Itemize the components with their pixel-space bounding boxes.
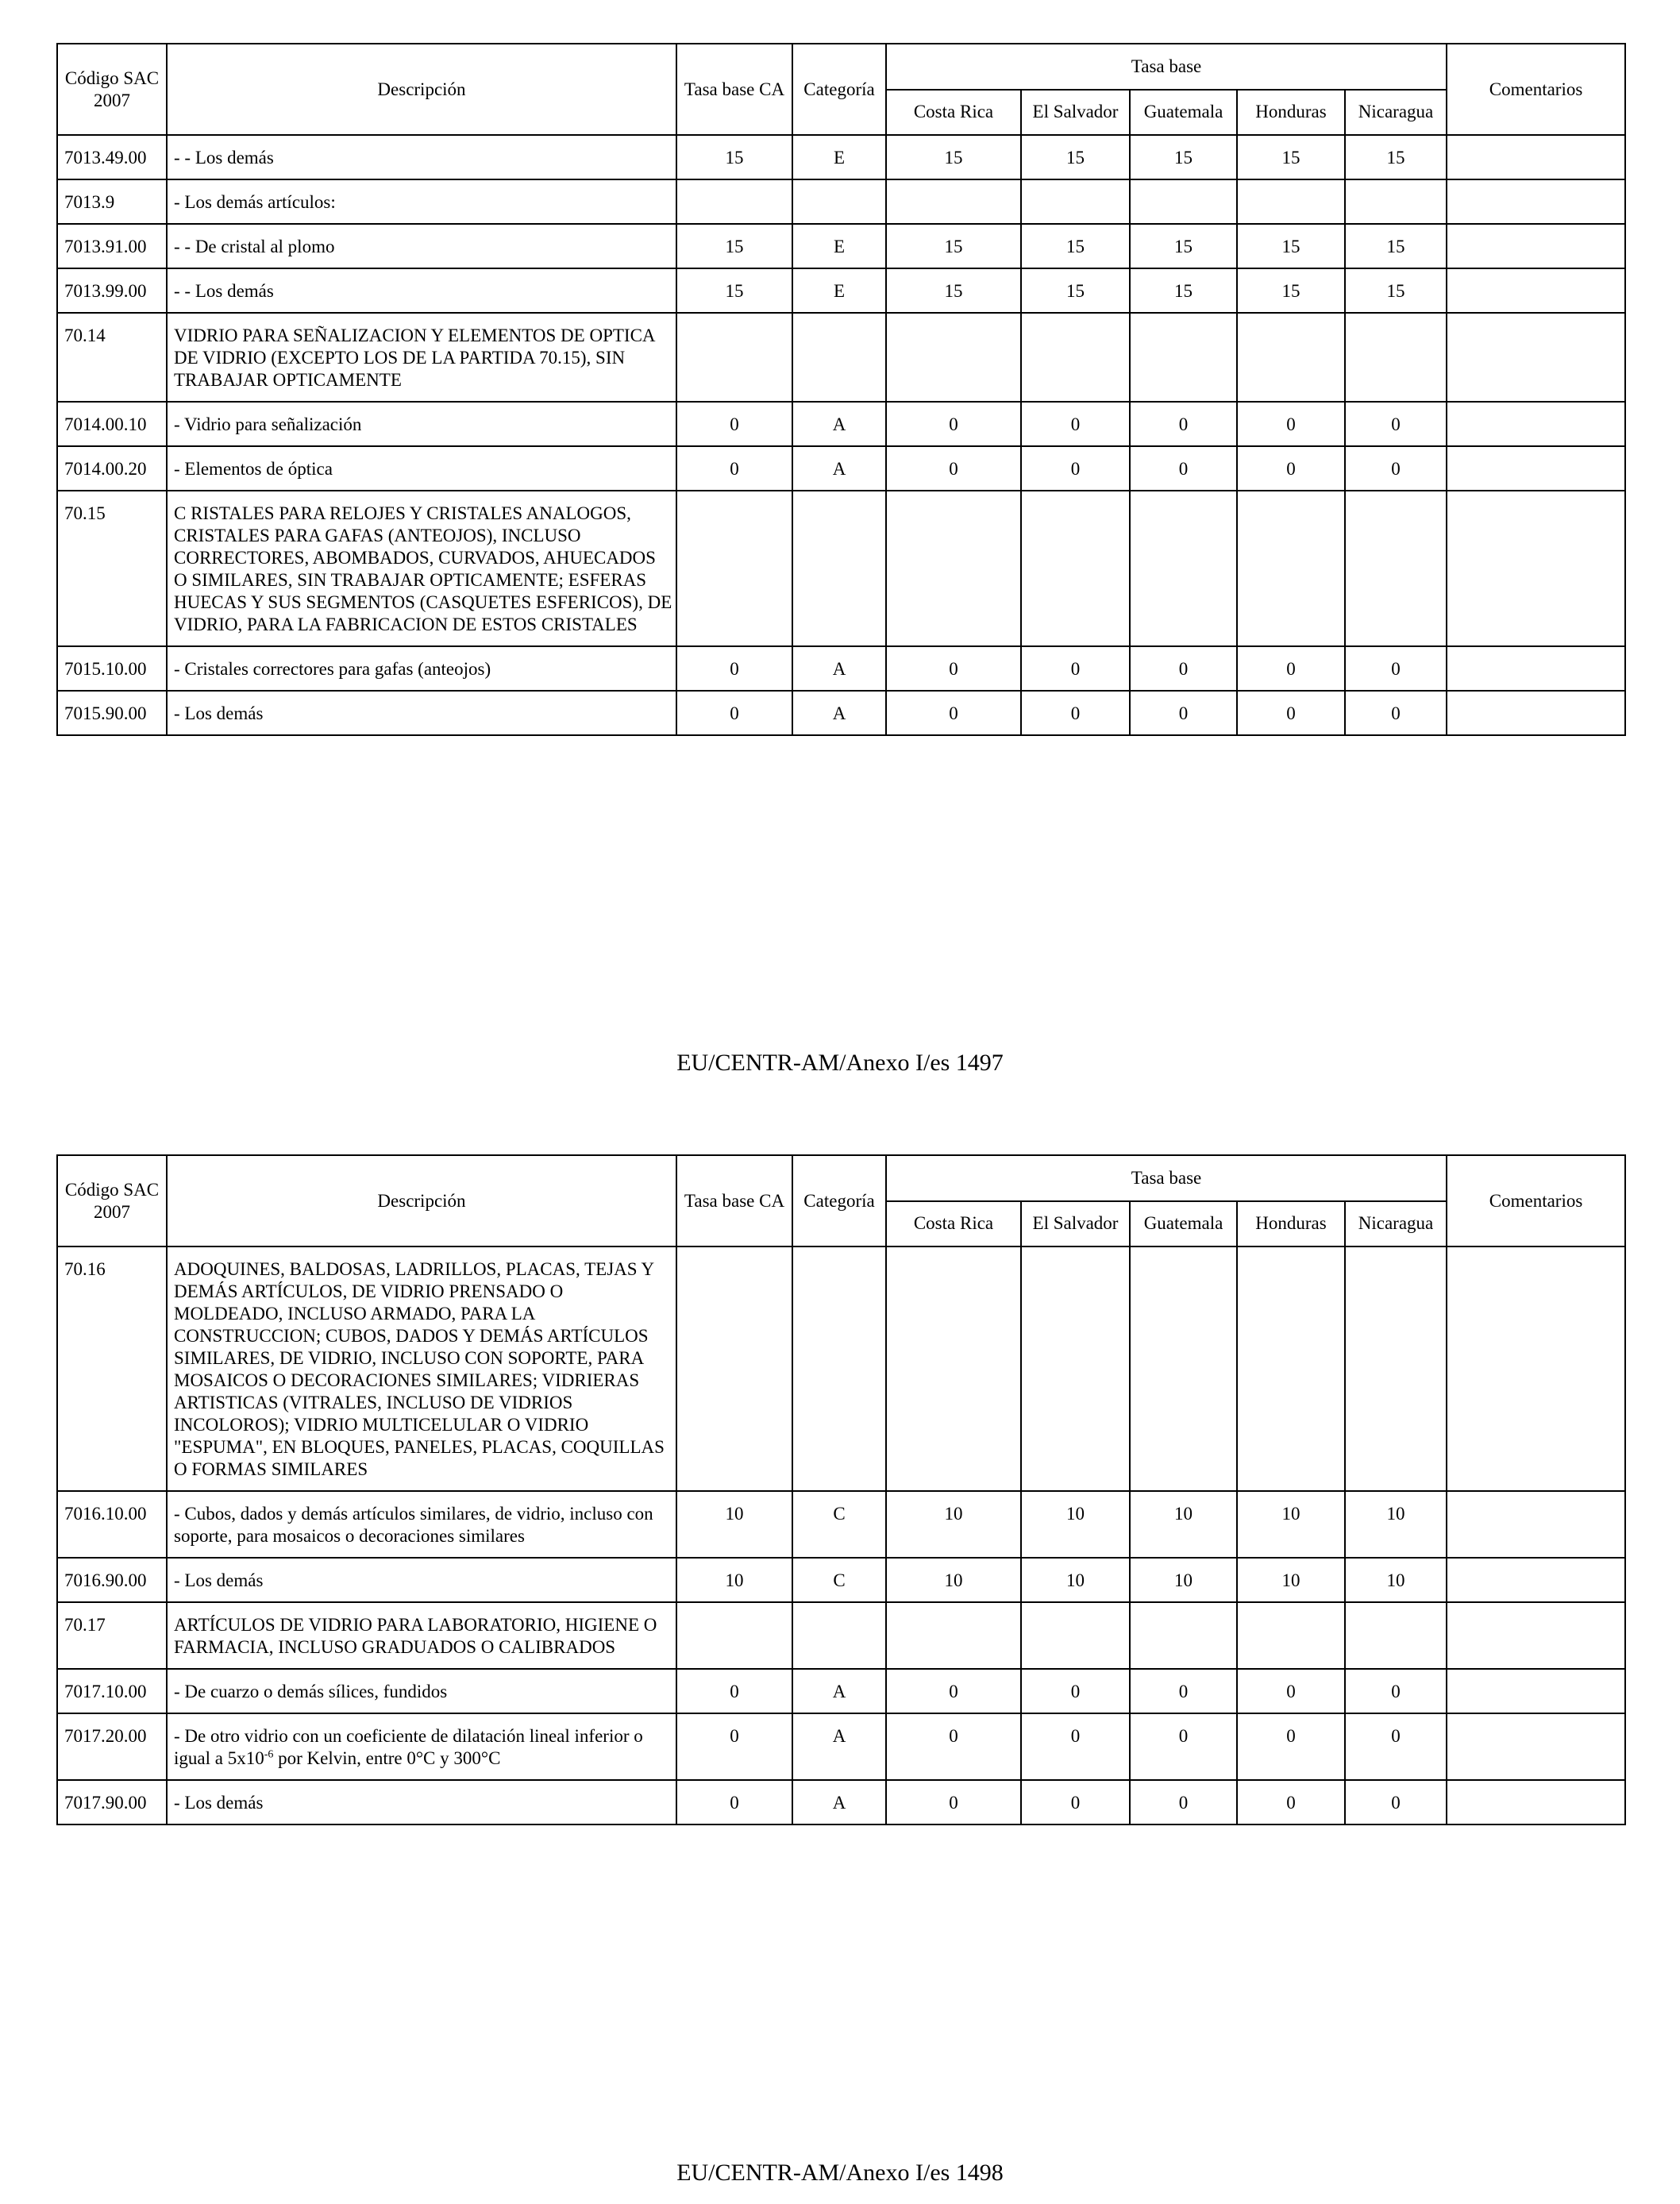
cell-guatemala bbox=[1130, 1246, 1237, 1491]
header-el-salvador: El Salvador bbox=[1021, 90, 1130, 136]
cell-categoria bbox=[792, 179, 886, 224]
cell-comentarios bbox=[1447, 1491, 1625, 1558]
cell-costa-rica bbox=[886, 313, 1021, 402]
cell-description: - Los demás bbox=[167, 691, 676, 735]
header-guatemala: Guatemala bbox=[1130, 90, 1237, 136]
cell-nicaragua bbox=[1345, 491, 1447, 646]
cell-description: - Los demás artículos: bbox=[167, 179, 676, 224]
cell-code: 7016.10.00 bbox=[57, 1491, 167, 1558]
cell-description: - - Los demás bbox=[167, 268, 676, 313]
cell-tasa-ca bbox=[676, 179, 792, 224]
cell-tasa-ca: 0 bbox=[676, 691, 792, 735]
cell-guatemala: 0 bbox=[1130, 691, 1237, 735]
cell-code: 70.14 bbox=[57, 313, 167, 402]
cell-description bbox=[167, 1713, 676, 1780]
cell-code: 7015.90.00 bbox=[57, 691, 167, 735]
cell-code: 70.15 bbox=[57, 491, 167, 646]
cell-el-salvador bbox=[1021, 1246, 1130, 1491]
cell-description: - - Los demás bbox=[167, 135, 676, 179]
cell-costa-rica: 0 bbox=[886, 1669, 1021, 1713]
cell-description: ADOQUINES, BALDOSAS, LADRILLOS, PLACAS, TEJAS Y DEMÁS ARTÍCULOS, DE VIDRIO PRENSADO O MOLDEADO, INCLUSO ARMADO, PARA LA CONSTRUCCION; CUBOS, DADOS Y DEMÁS ARTÍCULOS SIMILARES, DE VIDRIO, INCLUSO CON SOPORTE, PARA MOSAICOS O DECORACIONES SIMILARES; VIDRIERAS ARTISTICAS (VITRALES, INCLUSO DE VIDRIOS INCOLOROS); VIDRIO MULTICELULAR O VIDRIO "ESPUMA", EN BLOQUES, PANELES, PLACAS, COQUILLAS O FORMAS SIMILARES bbox=[167, 1246, 676, 1491]
cell-categoria bbox=[792, 1602, 886, 1669]
header-el-salvador: El Salvador bbox=[1021, 1201, 1130, 1247]
cell-description: VIDRIO PARA SEÑALIZACION Y ELEMENTOS DE OPTICA DE VIDRIO (EXCEPTO LOS DE LA PARTIDA 70.15), SIN TRABAJAR OPTICAMENTE bbox=[167, 313, 676, 402]
cell-tasa-ca: 0 bbox=[676, 446, 792, 491]
cell-nicaragua: 10 bbox=[1345, 1491, 1447, 1558]
cell-tasa-ca bbox=[676, 1602, 792, 1669]
cell-el-salvador bbox=[1021, 313, 1130, 402]
page-footer-1497: EU/CENTR-AM/Anexo I/es 1497 bbox=[676, 1050, 1004, 1076]
cell-nicaragua bbox=[1345, 1246, 1447, 1491]
cell-tasa-ca: 15 bbox=[676, 268, 792, 313]
cell-categoria: A bbox=[792, 646, 886, 691]
cell-el-salvador bbox=[1021, 1602, 1130, 1669]
header-tasa-base: Tasa base bbox=[886, 44, 1447, 90]
cell-costa-rica bbox=[886, 179, 1021, 224]
cell-tasa-ca bbox=[676, 491, 792, 646]
cell-description: ARTÍCULOS DE VIDRIO PARA LABORATORIO, HIGIENE O FARMACIA, INCLUSO GRADUADOS O CALIBRADOS bbox=[167, 1602, 676, 1669]
table-row bbox=[57, 446, 1625, 491]
cell-categoria: A bbox=[792, 1713, 886, 1780]
header-tasa-base-ca: Tasa base CA bbox=[676, 1155, 792, 1246]
cell-comentarios bbox=[1447, 1558, 1625, 1602]
cell-guatemala: 10 bbox=[1130, 1558, 1237, 1602]
tariff-table bbox=[56, 1154, 1626, 1825]
header-honduras: Honduras bbox=[1237, 90, 1345, 136]
cell-code: 7014.00.10 bbox=[57, 402, 167, 446]
table-row bbox=[57, 1780, 1625, 1824]
cell-honduras bbox=[1237, 1246, 1345, 1491]
cell-description: - Vidrio para señalización bbox=[167, 402, 676, 446]
cell-costa-rica bbox=[886, 1246, 1021, 1491]
cell-code: 7013.99.00 bbox=[57, 268, 167, 313]
cell-el-salvador: 0 bbox=[1021, 446, 1130, 491]
cell-honduras: 10 bbox=[1237, 1491, 1345, 1558]
cell-code: 7017.90.00 bbox=[57, 1780, 167, 1824]
cell-description: C RISTALES PARA RELOJES Y CRISTALES ANALOGOS, CRISTALES PARA GAFAS (ANTEOJOS), INCLUSO CORRECTORES, ABOMBADOS, CURVADOS, AHUECADOS O SIMILARES, SIN TRABAJAR OPTICAMENTE; ESFERAS HUECAS Y SUS SEGMENTOS (CASQUETES ESFERICOS), DE VIDRIO, PARA LA FABRICACION DE ESTOS CRISTALES bbox=[167, 491, 676, 646]
cell-nicaragua: 10 bbox=[1345, 1558, 1447, 1602]
cell-costa-rica: 0 bbox=[886, 646, 1021, 691]
cell-code: 70.17 bbox=[57, 1602, 167, 1669]
cell-guatemala: 0 bbox=[1130, 402, 1237, 446]
cell-nicaragua: 0 bbox=[1345, 1713, 1447, 1780]
cell-guatemala bbox=[1130, 313, 1237, 402]
cell-honduras: 0 bbox=[1237, 646, 1345, 691]
cell-code: 7017.10.00 bbox=[57, 1669, 167, 1713]
cell-comentarios bbox=[1447, 402, 1625, 446]
cell-nicaragua: 0 bbox=[1345, 691, 1447, 735]
cell-categoria bbox=[792, 313, 886, 402]
cell-comentarios bbox=[1447, 1780, 1625, 1824]
cell-honduras bbox=[1237, 1602, 1345, 1669]
table-row bbox=[57, 179, 1625, 224]
description-text: - De otro vidrio con un coeficiente de dilatación lineal inferior o igual a 5x10 bbox=[174, 1726, 643, 1768]
table-row bbox=[57, 1491, 1625, 1558]
cell-tasa-ca: 0 bbox=[676, 1780, 792, 1824]
tariff-table-block-1497 bbox=[56, 43, 1624, 736]
cell-tasa-ca: 0 bbox=[676, 646, 792, 691]
cell-tasa-ca: 0 bbox=[676, 402, 792, 446]
cell-categoria: A bbox=[792, 691, 886, 735]
cell-nicaragua bbox=[1345, 179, 1447, 224]
cell-el-salvador: 0 bbox=[1021, 1669, 1130, 1713]
cell-honduras bbox=[1237, 491, 1345, 646]
header-tasa-base-ca: Tasa base CA bbox=[676, 44, 792, 135]
tariff-table bbox=[56, 43, 1626, 736]
cell-honduras: 0 bbox=[1237, 1780, 1345, 1824]
cell-tasa-ca: 0 bbox=[676, 1669, 792, 1713]
cell-categoria: C bbox=[792, 1491, 886, 1558]
cell-guatemala: 0 bbox=[1130, 1669, 1237, 1713]
cell-comentarios bbox=[1447, 1713, 1625, 1780]
cell-tasa-ca: 15 bbox=[676, 224, 792, 268]
header-honduras: Honduras bbox=[1237, 1201, 1345, 1247]
cell-el-salvador: 0 bbox=[1021, 402, 1130, 446]
cell-comentarios bbox=[1447, 646, 1625, 691]
cell-tasa-ca: 0 bbox=[676, 1713, 792, 1780]
cell-el-salvador bbox=[1021, 179, 1130, 224]
description-text-cont: por Kelvin, entre 0°C y 300°C bbox=[273, 1748, 501, 1768]
cell-guatemala bbox=[1130, 1602, 1237, 1669]
cell-comentarios bbox=[1447, 268, 1625, 313]
table-row bbox=[57, 402, 1625, 446]
cell-code: 7013.9 bbox=[57, 179, 167, 224]
cell-nicaragua bbox=[1345, 1602, 1447, 1669]
cell-categoria bbox=[792, 1246, 886, 1491]
header-codigo: Código SAC 2007 bbox=[57, 1155, 167, 1246]
cell-honduras bbox=[1237, 313, 1345, 402]
cell-guatemala: 0 bbox=[1130, 446, 1237, 491]
cell-costa-rica: 10 bbox=[886, 1491, 1021, 1558]
cell-categoria: A bbox=[792, 1669, 886, 1713]
table-row bbox=[57, 491, 1625, 646]
table-row bbox=[57, 1669, 1625, 1713]
header-categoria: Categoría bbox=[792, 1155, 886, 1246]
cell-categoria: A bbox=[792, 1780, 886, 1824]
cell-code: 7015.10.00 bbox=[57, 646, 167, 691]
cell-costa-rica: 0 bbox=[886, 691, 1021, 735]
cell-nicaragua: 0 bbox=[1345, 446, 1447, 491]
cell-costa-rica: 0 bbox=[886, 1713, 1021, 1780]
cell-tasa-ca: 10 bbox=[676, 1558, 792, 1602]
cell-comentarios bbox=[1447, 224, 1625, 268]
cell-description: - Elementos de óptica bbox=[167, 446, 676, 491]
cell-el-salvador: 15 bbox=[1021, 224, 1130, 268]
cell-honduras: 0 bbox=[1237, 446, 1345, 491]
cell-costa-rica: 15 bbox=[886, 224, 1021, 268]
cell-el-salvador: 15 bbox=[1021, 268, 1130, 313]
cell-costa-rica: 0 bbox=[886, 402, 1021, 446]
header-categoria: Categoría bbox=[792, 44, 886, 135]
header-codigo: Código SAC 2007 bbox=[57, 44, 167, 135]
cell-guatemala: 0 bbox=[1130, 1780, 1237, 1824]
table-row bbox=[57, 646, 1625, 691]
cell-tasa-ca bbox=[676, 1246, 792, 1491]
header-costa-rica: Costa Rica bbox=[886, 1201, 1021, 1247]
cell-guatemala: 15 bbox=[1130, 268, 1237, 313]
cell-comentarios bbox=[1447, 1602, 1625, 1669]
cell-description: - Los demás bbox=[167, 1558, 676, 1602]
cell-categoria: E bbox=[792, 135, 886, 179]
cell-categoria: E bbox=[792, 224, 886, 268]
header-nicaragua: Nicaragua bbox=[1345, 90, 1447, 136]
table-row bbox=[57, 268, 1625, 313]
cell-costa-rica: 0 bbox=[886, 446, 1021, 491]
cell-code: 7013.49.00 bbox=[57, 135, 167, 179]
table-row bbox=[57, 224, 1625, 268]
table-header bbox=[57, 44, 1625, 135]
cell-code: 7013.91.00 bbox=[57, 224, 167, 268]
cell-el-salvador bbox=[1021, 491, 1130, 646]
cell-categoria: E bbox=[792, 268, 886, 313]
cell-nicaragua: 15 bbox=[1345, 135, 1447, 179]
cell-honduras: 0 bbox=[1237, 402, 1345, 446]
cell-description: - Cubos, dados y demás artículos similares, de vidrio, incluso con soporte, para mosaicos o decoraciones similares bbox=[167, 1491, 676, 1558]
cell-categoria: A bbox=[792, 402, 886, 446]
cell-comentarios bbox=[1447, 446, 1625, 491]
cell-el-salvador: 10 bbox=[1021, 1558, 1130, 1602]
cell-el-salvador: 10 bbox=[1021, 1491, 1130, 1558]
cell-nicaragua: 15 bbox=[1345, 224, 1447, 268]
cell-comentarios bbox=[1447, 135, 1625, 179]
cell-code: 7016.90.00 bbox=[57, 1558, 167, 1602]
cell-guatemala bbox=[1130, 491, 1237, 646]
cell-categoria bbox=[792, 491, 886, 646]
cell-comentarios bbox=[1447, 691, 1625, 735]
cell-categoria: A bbox=[792, 446, 886, 491]
cell-el-salvador: 0 bbox=[1021, 691, 1130, 735]
cell-nicaragua bbox=[1345, 313, 1447, 402]
cell-tasa-ca bbox=[676, 313, 792, 402]
cell-el-salvador: 0 bbox=[1021, 646, 1130, 691]
cell-description: - - De cristal al plomo bbox=[167, 224, 676, 268]
cell-nicaragua: 0 bbox=[1345, 1669, 1447, 1713]
cell-costa-rica: 15 bbox=[886, 135, 1021, 179]
cell-categoria: C bbox=[792, 1558, 886, 1602]
tariff-table-block-1498 bbox=[56, 1154, 1624, 1825]
cell-tasa-ca: 10 bbox=[676, 1491, 792, 1558]
exponent: -6 bbox=[264, 1748, 274, 1761]
header-guatemala: Guatemala bbox=[1130, 1201, 1237, 1247]
cell-guatemala: 0 bbox=[1130, 646, 1237, 691]
cell-comentarios bbox=[1447, 1246, 1625, 1491]
cell-honduras: 10 bbox=[1237, 1558, 1345, 1602]
table-row bbox=[57, 313, 1625, 402]
header-comentarios: Comentarios bbox=[1447, 44, 1625, 135]
cell-guatemala: 10 bbox=[1130, 1491, 1237, 1558]
header-comentarios: Comentarios bbox=[1447, 1155, 1625, 1246]
cell-comentarios bbox=[1447, 491, 1625, 646]
cell-comentarios bbox=[1447, 179, 1625, 224]
cell-description: - Cristales correctores para gafas (anteojos) bbox=[167, 646, 676, 691]
cell-el-salvador: 0 bbox=[1021, 1713, 1130, 1780]
cell-nicaragua: 0 bbox=[1345, 1780, 1447, 1824]
cell-nicaragua: 15 bbox=[1345, 268, 1447, 313]
cell-guatemala: 0 bbox=[1130, 1713, 1237, 1780]
header-costa-rica: Costa Rica bbox=[886, 90, 1021, 136]
table-row bbox=[57, 1602, 1625, 1669]
cell-honduras: 0 bbox=[1237, 691, 1345, 735]
header-nicaragua: Nicaragua bbox=[1345, 1201, 1447, 1247]
cell-honduras bbox=[1237, 179, 1345, 224]
cell-guatemala: 15 bbox=[1130, 135, 1237, 179]
cell-description: - Los demás bbox=[167, 1780, 676, 1824]
cell-costa-rica bbox=[886, 491, 1021, 646]
cell-costa-rica: 10 bbox=[886, 1558, 1021, 1602]
cell-tasa-ca: 15 bbox=[676, 135, 792, 179]
table-row bbox=[57, 135, 1625, 179]
cell-honduras: 15 bbox=[1237, 135, 1345, 179]
table-header bbox=[57, 1155, 1625, 1246]
table-row bbox=[57, 1713, 1625, 1780]
cell-honduras: 0 bbox=[1237, 1713, 1345, 1780]
header-descripcion: Descripción bbox=[167, 44, 676, 135]
cell-el-salvador: 0 bbox=[1021, 1780, 1130, 1824]
header-descripcion: Descripción bbox=[167, 1155, 676, 1246]
cell-honduras: 15 bbox=[1237, 268, 1345, 313]
cell-comentarios bbox=[1447, 313, 1625, 402]
page-footer-1498: EU/CENTR-AM/Anexo I/es 1498 bbox=[676, 2160, 1004, 2186]
cell-costa-rica: 0 bbox=[886, 1780, 1021, 1824]
cell-guatemala bbox=[1130, 179, 1237, 224]
cell-code: 7014.00.20 bbox=[57, 446, 167, 491]
cell-nicaragua: 0 bbox=[1345, 646, 1447, 691]
cell-el-salvador: 15 bbox=[1021, 135, 1130, 179]
header-tasa-base: Tasa base bbox=[886, 1155, 1447, 1201]
cell-costa-rica: 15 bbox=[886, 268, 1021, 313]
cell-guatemala: 15 bbox=[1130, 224, 1237, 268]
cell-costa-rica bbox=[886, 1602, 1021, 1669]
table-row bbox=[57, 691, 1625, 735]
table-row bbox=[57, 1246, 1625, 1491]
table-row bbox=[57, 1558, 1625, 1602]
cell-code: 70.16 bbox=[57, 1246, 167, 1491]
cell-comentarios bbox=[1447, 1669, 1625, 1713]
cell-code: 7017.20.00 bbox=[57, 1713, 167, 1780]
cell-honduras: 15 bbox=[1237, 224, 1345, 268]
cell-nicaragua: 0 bbox=[1345, 402, 1447, 446]
cell-honduras: 0 bbox=[1237, 1669, 1345, 1713]
cell-description: - De cuarzo o demás sílices, fundidos bbox=[167, 1669, 676, 1713]
